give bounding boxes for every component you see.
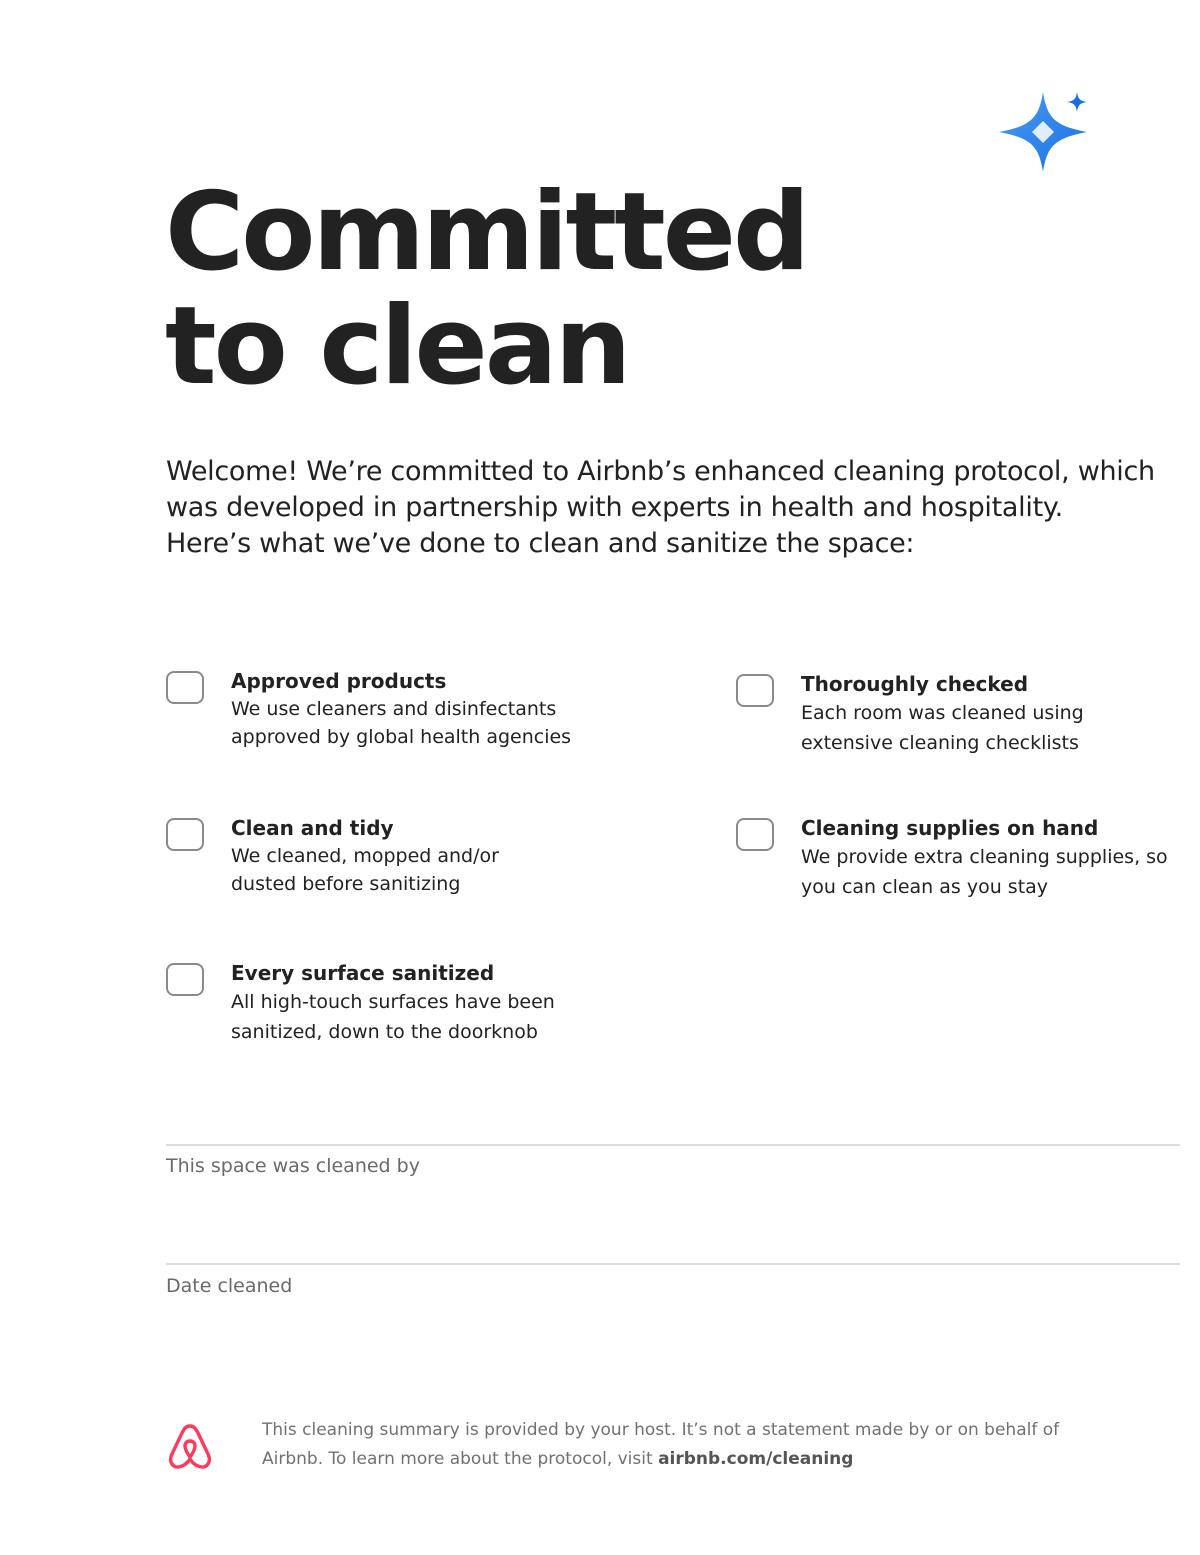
item-title: Thoroughly checked [801,672,1029,696]
title-line-2: to clean [165,284,629,409]
item-title: Cleaning supplies on hand [801,816,1099,840]
airbnb-logo-icon [164,1420,216,1472]
item-description: We provide extra cleaning supplies, so you can clean as you stay [801,846,1168,898]
checkbox[interactable] [166,818,204,851]
sparkle-icon [995,88,1095,178]
checkbox[interactable] [166,963,204,996]
title-line-1: Committed [165,170,808,295]
item-description: We cleaned, mopped and/or dusted before sanitizing [231,845,499,895]
page-title [165,170,808,409]
date-cleaned-line[interactable] [166,1263,1180,1265]
intro-paragraph: Welcome! We’re committed to Airbnb’s enhanced cleaning protocol, which was developed in partnership with experts in health and hospitality. Here’s what we’ve done to clean and sanitize the space: [166,456,1155,559]
item-description: All high-touch surfaces have been sanitized, down to the doorknob [231,991,555,1043]
checkbox[interactable] [736,674,774,707]
item-title: Every surface sanitized [231,961,495,985]
checkbox[interactable] [166,671,204,704]
cleaned-by-line[interactable] [166,1144,1180,1146]
item-title: Approved products [231,669,447,693]
item-description: We use cleaners and disinfectants approved by global health agencies [231,698,572,748]
checkbox[interactable] [736,818,774,851]
item-description: Each room was cleaned using extensive cleaning checklists [801,702,1084,754]
date-cleaned-label: Date cleaned [166,1275,293,1297]
footer-text: This cleaning summary is provided by your host. It’s not a statement made by or on behalf of Airbnb. To learn more about the protocol, visit [262,1420,1060,1469]
item-title: Clean and tidy [231,816,394,840]
cleaned-by-label: This space was cleaned by [166,1155,420,1177]
footer-link[interactable]: airbnb.com/cleaning [658,1449,854,1469]
footer-disclaimer [262,1416,1062,1474]
